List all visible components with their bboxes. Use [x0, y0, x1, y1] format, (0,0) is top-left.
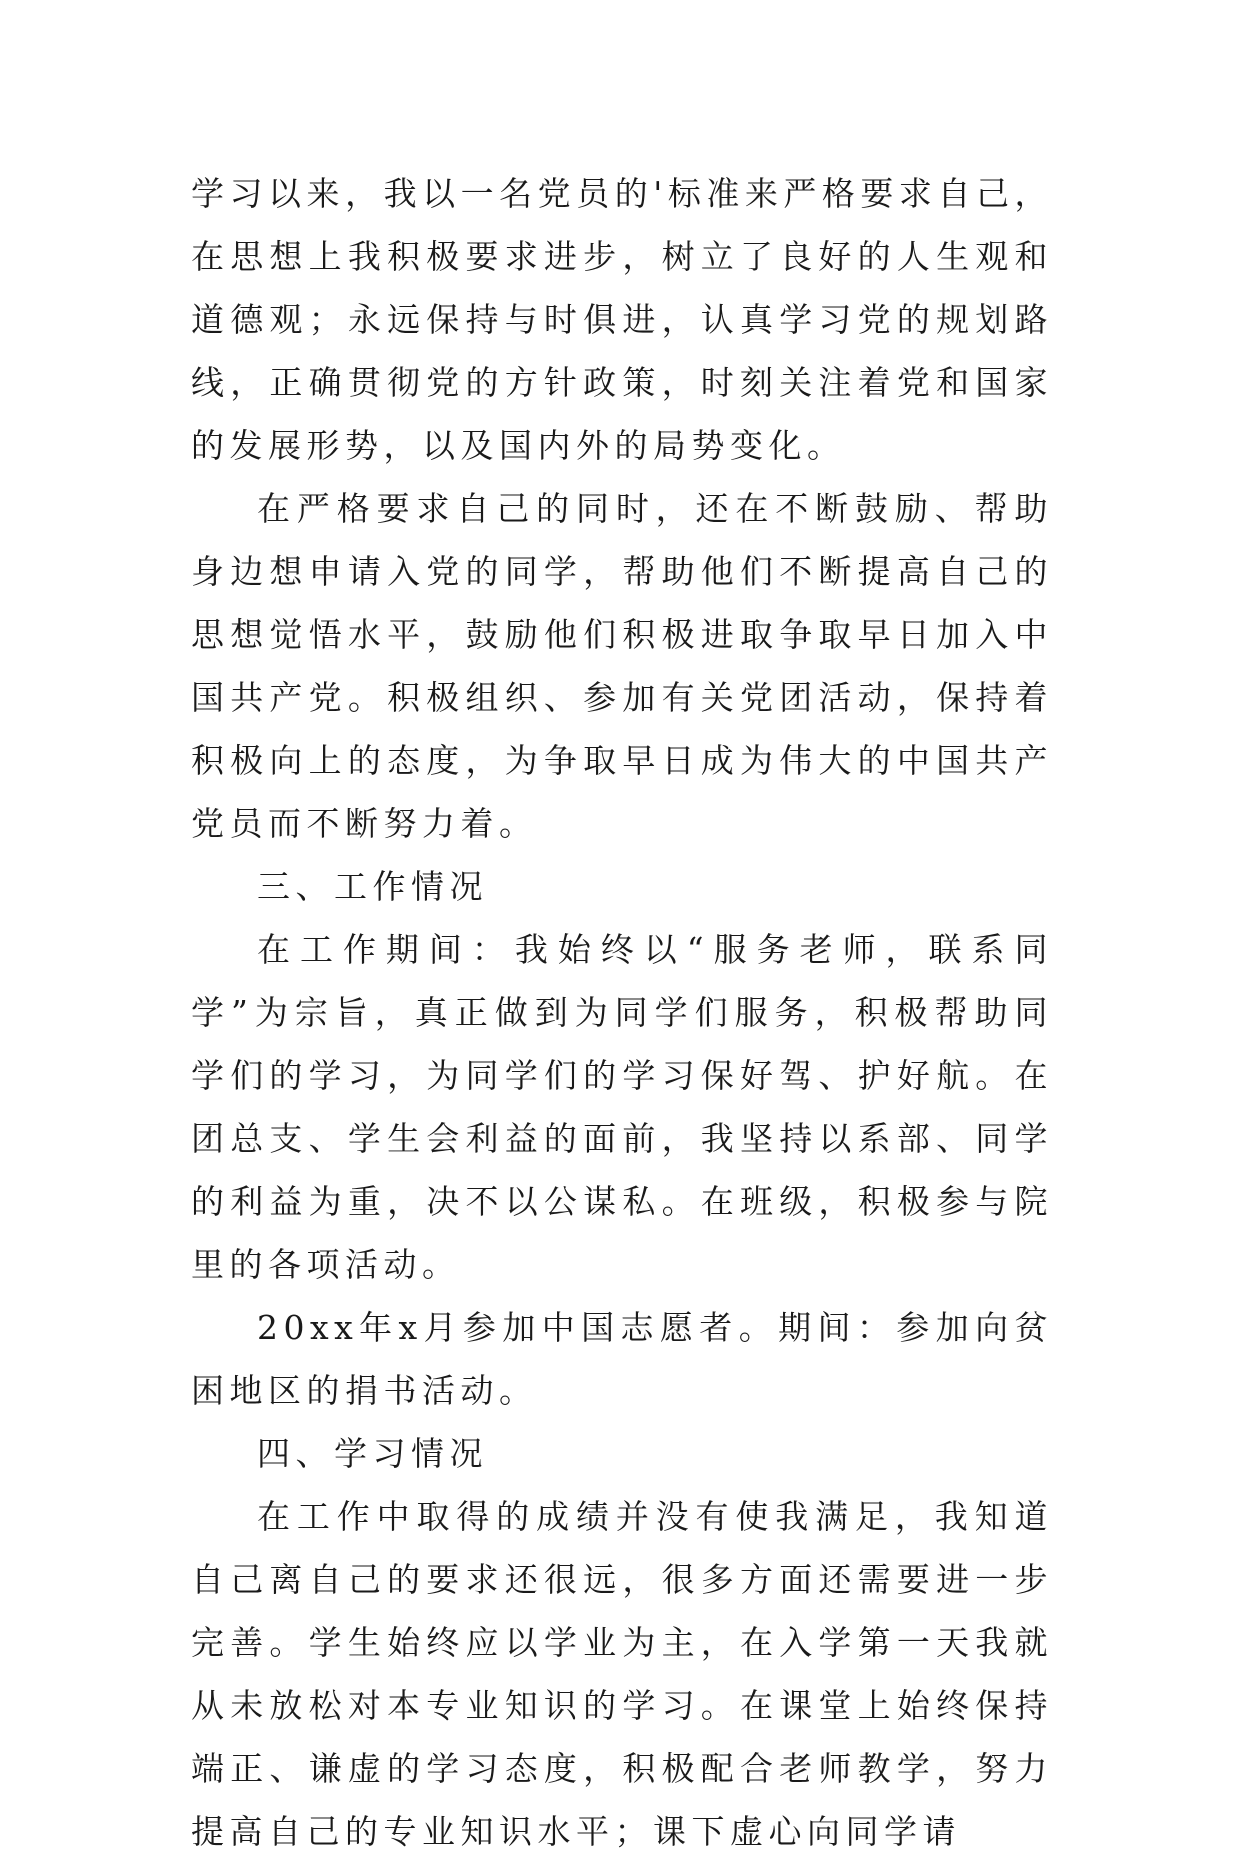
paragraph-study-situation: 在工作中取得的成绩并没有使我满足，我知道自己离自己的要求还很远，很多方面还需要进一步完善。学生始终应以学业为主，在入学第一天我就从未放松对本专业知识的学习。在课堂上始终保持端正、谦虚的学习态度，积极配合老师教学，努力提高自己的专业知识水平；课下虚心向同学请	[191, 1497, 1053, 1851]
section-heading-study: 四、学习情况	[257, 1434, 488, 1473]
paragraph-party-standards: 学习以来，我以一名党员的'标准来严格要求自己，在思想上我积极要求进步，树立了良好的人生观和道德观；永远保持与时俱进，认真学习党的规划路线，正确贯彻党的方针政策，时刻关注着党和国家的发展形势，以及国内外的局势变化。	[191, 174, 1053, 465]
paragraph-helping-classmates: 在严格要求自己的同时，还在不断鼓励、帮助身边想申请入党的同学，帮助他们不断提高自己的思想觉悟水平，鼓励他们积极进取争取早日加入中国共产党。积极组织、参加有关党团活动，保持着积极向上的态度，为争取早日成为伟大的中国共产党员而不断努力着。	[191, 489, 1053, 843]
document-body	[191, 162, 1053, 1863]
paragraph-work-period: 在工作期间：我始终以“服务老师，联系同学”为宗旨，真正做到为同学们服务，积极帮助同学们的学习，为同学们的学习保好驾、护好航。在团总支、学生会利益的面前，我坚持以系部、同学的利益为重，决不以公谋私。在班级，积极参与院里的各项活动。	[191, 930, 1053, 1284]
section-heading-work: 三、工作情况	[257, 867, 488, 906]
paragraph-volunteer: 20xx年x月参加中国志愿者。期间：参加向贫困地区的捐书活动。	[191, 1308, 1053, 1410]
